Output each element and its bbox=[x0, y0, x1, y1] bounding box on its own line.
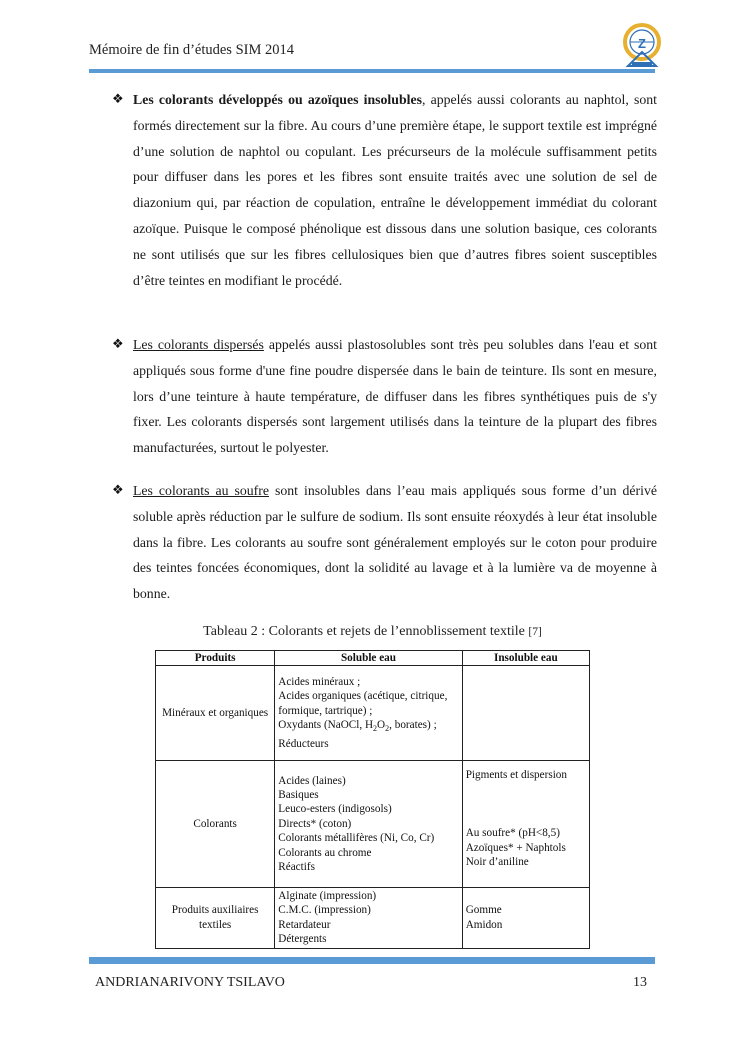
cell-line: Détergents bbox=[278, 933, 327, 946]
bullet-term: Les colorants développés ou azoïques insolubles bbox=[133, 92, 422, 107]
footer-rule bbox=[89, 957, 655, 964]
cell-line: Réactifs bbox=[278, 861, 315, 874]
cell-line-oxydants: Oxydants (NaOCl, $H_2O_2$, borates) ; bbox=[278, 719, 437, 734]
diamond-bullet-icon: ❖ bbox=[112, 92, 124, 107]
cell-line: Alginate (impression) bbox=[278, 890, 377, 902]
paragraph bbox=[133, 87, 657, 293]
paragraph bbox=[133, 478, 657, 607]
cell-line: Retardateur bbox=[278, 918, 331, 931]
svg-text:Z: Z bbox=[638, 36, 646, 51]
soluble-cell bbox=[275, 888, 462, 949]
paragraph bbox=[133, 332, 657, 461]
cell-line: Noir d’aniline bbox=[465, 856, 529, 869]
soluble-cell bbox=[275, 761, 462, 888]
product-label: Colorants bbox=[193, 817, 237, 830]
cell-line: Colorants au chrome bbox=[278, 846, 372, 859]
cell-line: Leuco-esters (indigosols) bbox=[278, 803, 392, 816]
footer-author: ANDRIANARIVONY TSILAVO bbox=[95, 975, 285, 990]
column-header: Produits bbox=[156, 651, 275, 666]
table-row bbox=[156, 666, 590, 761]
cell-line: Basiques bbox=[278, 788, 319, 801]
bullet-term: Les colorants dispersés bbox=[133, 337, 264, 352]
cell-spacer bbox=[466, 782, 586, 826]
column-header: Soluble eau bbox=[275, 651, 462, 666]
product-label: Minéraux et organiques bbox=[162, 706, 269, 719]
cell-line: Au soufre* (pH<8,5) bbox=[465, 827, 560, 840]
table-row bbox=[156, 888, 590, 949]
data-table bbox=[155, 650, 590, 949]
cell-line: Acides minéraux ; bbox=[278, 675, 361, 688]
institution-logo-icon bbox=[620, 22, 664, 68]
column-header: Insoluble eau bbox=[462, 651, 589, 666]
cell-line: Réducteurs bbox=[278, 737, 329, 750]
cell-line: Gomme bbox=[465, 904, 502, 917]
cell-line: Azoïques* + Naphtols bbox=[465, 841, 566, 854]
table-header-row bbox=[156, 651, 590, 666]
cell-line: Pigments et dispersion bbox=[465, 769, 567, 781]
table-caption-ref: [7] bbox=[528, 626, 542, 638]
cell-line: Amidon bbox=[465, 918, 503, 931]
insoluble-cell bbox=[462, 888, 589, 949]
bullet-item bbox=[112, 478, 657, 607]
product-cell bbox=[156, 888, 275, 949]
table-row bbox=[156, 761, 590, 888]
cell-line: Acides (laines) bbox=[278, 774, 346, 787]
product-cell bbox=[156, 761, 275, 888]
page-header-title: Mémoire de fin d’études SIM 2014 bbox=[89, 42, 294, 58]
soluble-cell bbox=[275, 666, 462, 761]
product-cell bbox=[156, 666, 275, 761]
insoluble-cell bbox=[462, 761, 589, 888]
bullet-text: sont insolubles dans l’eau mais appliqués sous forme d’un dérivé soluble après réduction par le sulfure de sodium. Ils sont ensuite réoxydés à leur état insoluble dans la fibre. Les colorants au soufre sont généralement employés sur le coton pour produire des teintes foncées économiques, dont la solidité au lavage et à la lumière va de moyenne à bonne. bbox=[133, 483, 657, 602]
bullet-text: , appelés aussi colorants au naphtol, sont formés directement sur la fibre. Au cours d’une première étape, le support textile est imprégné d’une solution de naphtol ou copulant. Les précurseurs de la molécule suffisamment petits pour diffuser dans les pores et les fibres sont ensuite traités avec une solution de sel de diazonium qui, par réaction de copulation, entraîne le développement immédiat du colorant azoïque. Puisque le composé phénolique est dissous dans une solution basique, ces colorants ne sont utilisés que sur les fibres cellulosiques bien que d’autres fibres soient susceptibles d’être teintes en modifiant le procédé. bbox=[133, 92, 657, 288]
bullet-text: appelés aussi plastosolubles sont très peu solubles dans l'eau et sont appliqués sous forme d'une fine poudre dispersée dans le bain de teinture. Ils sont en mesure, lors d’une teinture à haute température, de diffuser dans les fibres synthétiques puis de s'y fixer. Les colorants dispersés sont largement utilisés dans la teinture de la plupart des fibres manufacturées, surtout le polyester. bbox=[133, 337, 657, 456]
bullet-item bbox=[112, 87, 657, 293]
header-rule bbox=[89, 69, 655, 73]
cell-line: Directs* (coton) bbox=[278, 817, 352, 830]
table-caption-text: Tableau 2 : Colorants et rejets de l’ennoblissement textile bbox=[203, 624, 525, 639]
bullet-item bbox=[112, 332, 657, 461]
table-caption bbox=[0, 624, 745, 640]
page-number: 13 bbox=[633, 975, 647, 990]
diamond-bullet-icon: ❖ bbox=[112, 483, 124, 498]
diamond-bullet-icon: ❖ bbox=[112, 337, 124, 352]
product-label: Produits auxiliaires textiles bbox=[171, 904, 259, 931]
bullet-term: Les colorants au soufre bbox=[133, 483, 269, 498]
cell-line: Acides organiques (acétique, citrique, formique, tartrique) ; bbox=[278, 690, 448, 717]
insoluble-cell bbox=[462, 666, 589, 761]
cell-line: C.M.C. (impression) bbox=[278, 904, 371, 917]
cell-line: Colorants métallifères (Ni, Co, Cr) bbox=[278, 832, 435, 845]
